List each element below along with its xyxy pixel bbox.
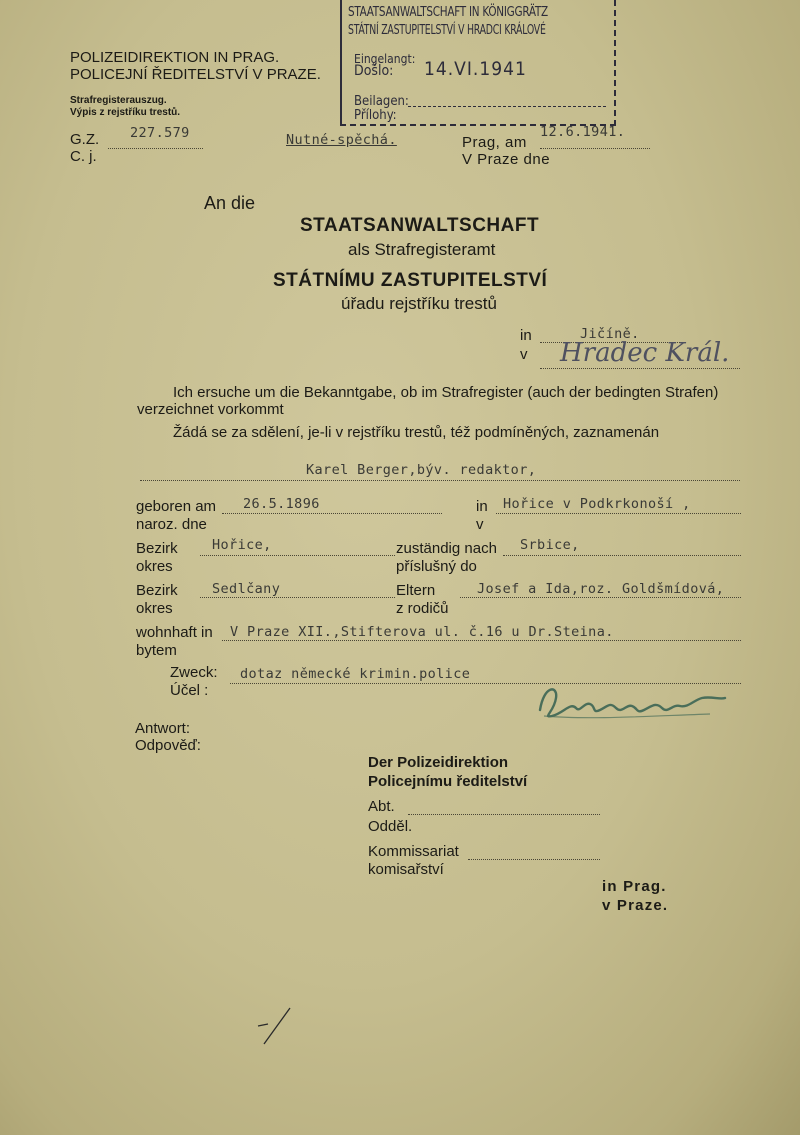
addressee-v-label: v [520, 346, 528, 363]
signature [530, 680, 730, 725]
zweck-value: dotaz německé krimin.police [240, 666, 471, 682]
komisarstvi-label: komisařství [368, 861, 444, 878]
recipient-v-praze: v Praze. [602, 897, 669, 914]
an-die: An die [204, 193, 256, 213]
bezirk2-value: Sedlčany [212, 581, 281, 597]
birthplace-in-label: in [476, 498, 488, 515]
bezirk1-label: Bezirk [136, 540, 178, 557]
stamp-beilagen: Beilagen: [354, 94, 409, 109]
kommissariat-label: Kommissariat [368, 843, 459, 860]
odpoved-label: Odpověď: [135, 737, 201, 754]
stamp-eingelangt: Eingelangt: [354, 52, 416, 66]
prag-am-label: Prag, am [462, 134, 527, 151]
authority-name-cz: POLICEJNÍ ŘEDITELSTVÍ V PRAZE. [70, 66, 321, 83]
cj-label: C. j. [70, 148, 97, 165]
birth-date: 26.5.1896 [243, 496, 320, 512]
request-line-de-1: Ich ersuche um die Bekanntgabe, ob im Strafregister (auch der bedingten Strafen) [173, 384, 719, 401]
rodicu-label: z rodičů [396, 600, 449, 617]
zweck-label: Zweck: [170, 664, 218, 681]
okres1-label: okres [136, 558, 173, 575]
bezirk1-value: Hořice, [212, 537, 272, 553]
stamp-line1: STAATSANWALTSCHAFT IN KÖNIGGRÄTZ [348, 4, 548, 20]
zustandig-label: zuständig nach [396, 540, 497, 557]
gz-label: G.Z. [70, 131, 100, 148]
recipient-line-de: Der Polizeidirektion [368, 754, 509, 771]
eltern-value: Josef a Ida,roz. Goldšmídová, [477, 581, 725, 597]
prislusny-label: příslušný do [396, 558, 477, 575]
ucel-label: Účel : [170, 682, 209, 699]
stamp-line2: STÁTNÍ ZASTUPITELSTVÍ V HRADCI KRÁLOVÉ [348, 22, 546, 38]
antwort-label: Antwort: [135, 720, 191, 737]
addressee-title-cz: STÁTNÍMU ZASTUPITELSTVÍ [273, 270, 548, 291]
abt-label: Abt. [368, 798, 395, 815]
zustandig-value: Srbice, [520, 537, 580, 553]
stamp-date: 14.VI.1941 [424, 58, 527, 80]
addressee-subtitle-cz: úřadu rejstříku trestů [341, 294, 497, 313]
gz-value: 227.579 [130, 125, 190, 141]
recipient-in-prag: in Prag. [602, 878, 667, 895]
form-title-de: Strafregisterauszug. [70, 95, 167, 106]
eltern-label: Eltern [396, 582, 436, 599]
received-stamp [340, 0, 616, 126]
request-line-de-2: verzeichnet vorkommt [137, 401, 284, 418]
stamp-doslo: Došlo: [354, 63, 394, 79]
date-value: 12.6.1941. [540, 124, 626, 140]
urgent-note: Nutné-spěchá. [286, 132, 397, 148]
addressee-city-handwritten: Hradec Král. [560, 338, 730, 368]
wohnhaft-value: V Praze XII.,Stifterova ul. č.16 u Dr.Steina. [230, 624, 614, 640]
birthplace: Hořice v Podkrkonoší , [503, 496, 691, 512]
oddel-label: Odděl. [368, 818, 413, 835]
okres2-label: okres [136, 600, 173, 617]
bezirk2-label: Bezirk [136, 582, 178, 599]
recipient-line-cz: Policejnímu ředitelství [368, 773, 528, 790]
request-line-cz: Žádá se za sdělení, je-li v rejstříku trestů, též podmíněných, zaznamenán [173, 424, 660, 441]
birthplace-v-label: v [476, 516, 484, 533]
stamp-prilohy: Přílohy: [354, 108, 397, 123]
addressee-subtitle-de: als Strafregisteramt [348, 240, 496, 259]
wohnhaft-label: wohnhaft in [136, 624, 213, 641]
subject-name: Karel Berger,býv. redaktor, [306, 462, 537, 478]
geboren-label: geboren am [136, 498, 217, 515]
bytem-label: bytem [136, 642, 177, 659]
addressee-in-label: in [520, 327, 532, 344]
authority-name-de: POLIZEIDIREKTION IN PRAG. [70, 49, 280, 66]
v-praze-dne-label: V Praze dne [462, 151, 551, 168]
naroz-label: naroz. dne [136, 516, 207, 533]
pencil-mark [250, 1000, 300, 1050]
addressee-city-typed: Jičíně. [580, 326, 640, 342]
form-title-cz: Výpis z rejstříku trestů. [70, 107, 181, 118]
addressee-title-de: STAATSANWALTSCHAFT [300, 215, 540, 236]
